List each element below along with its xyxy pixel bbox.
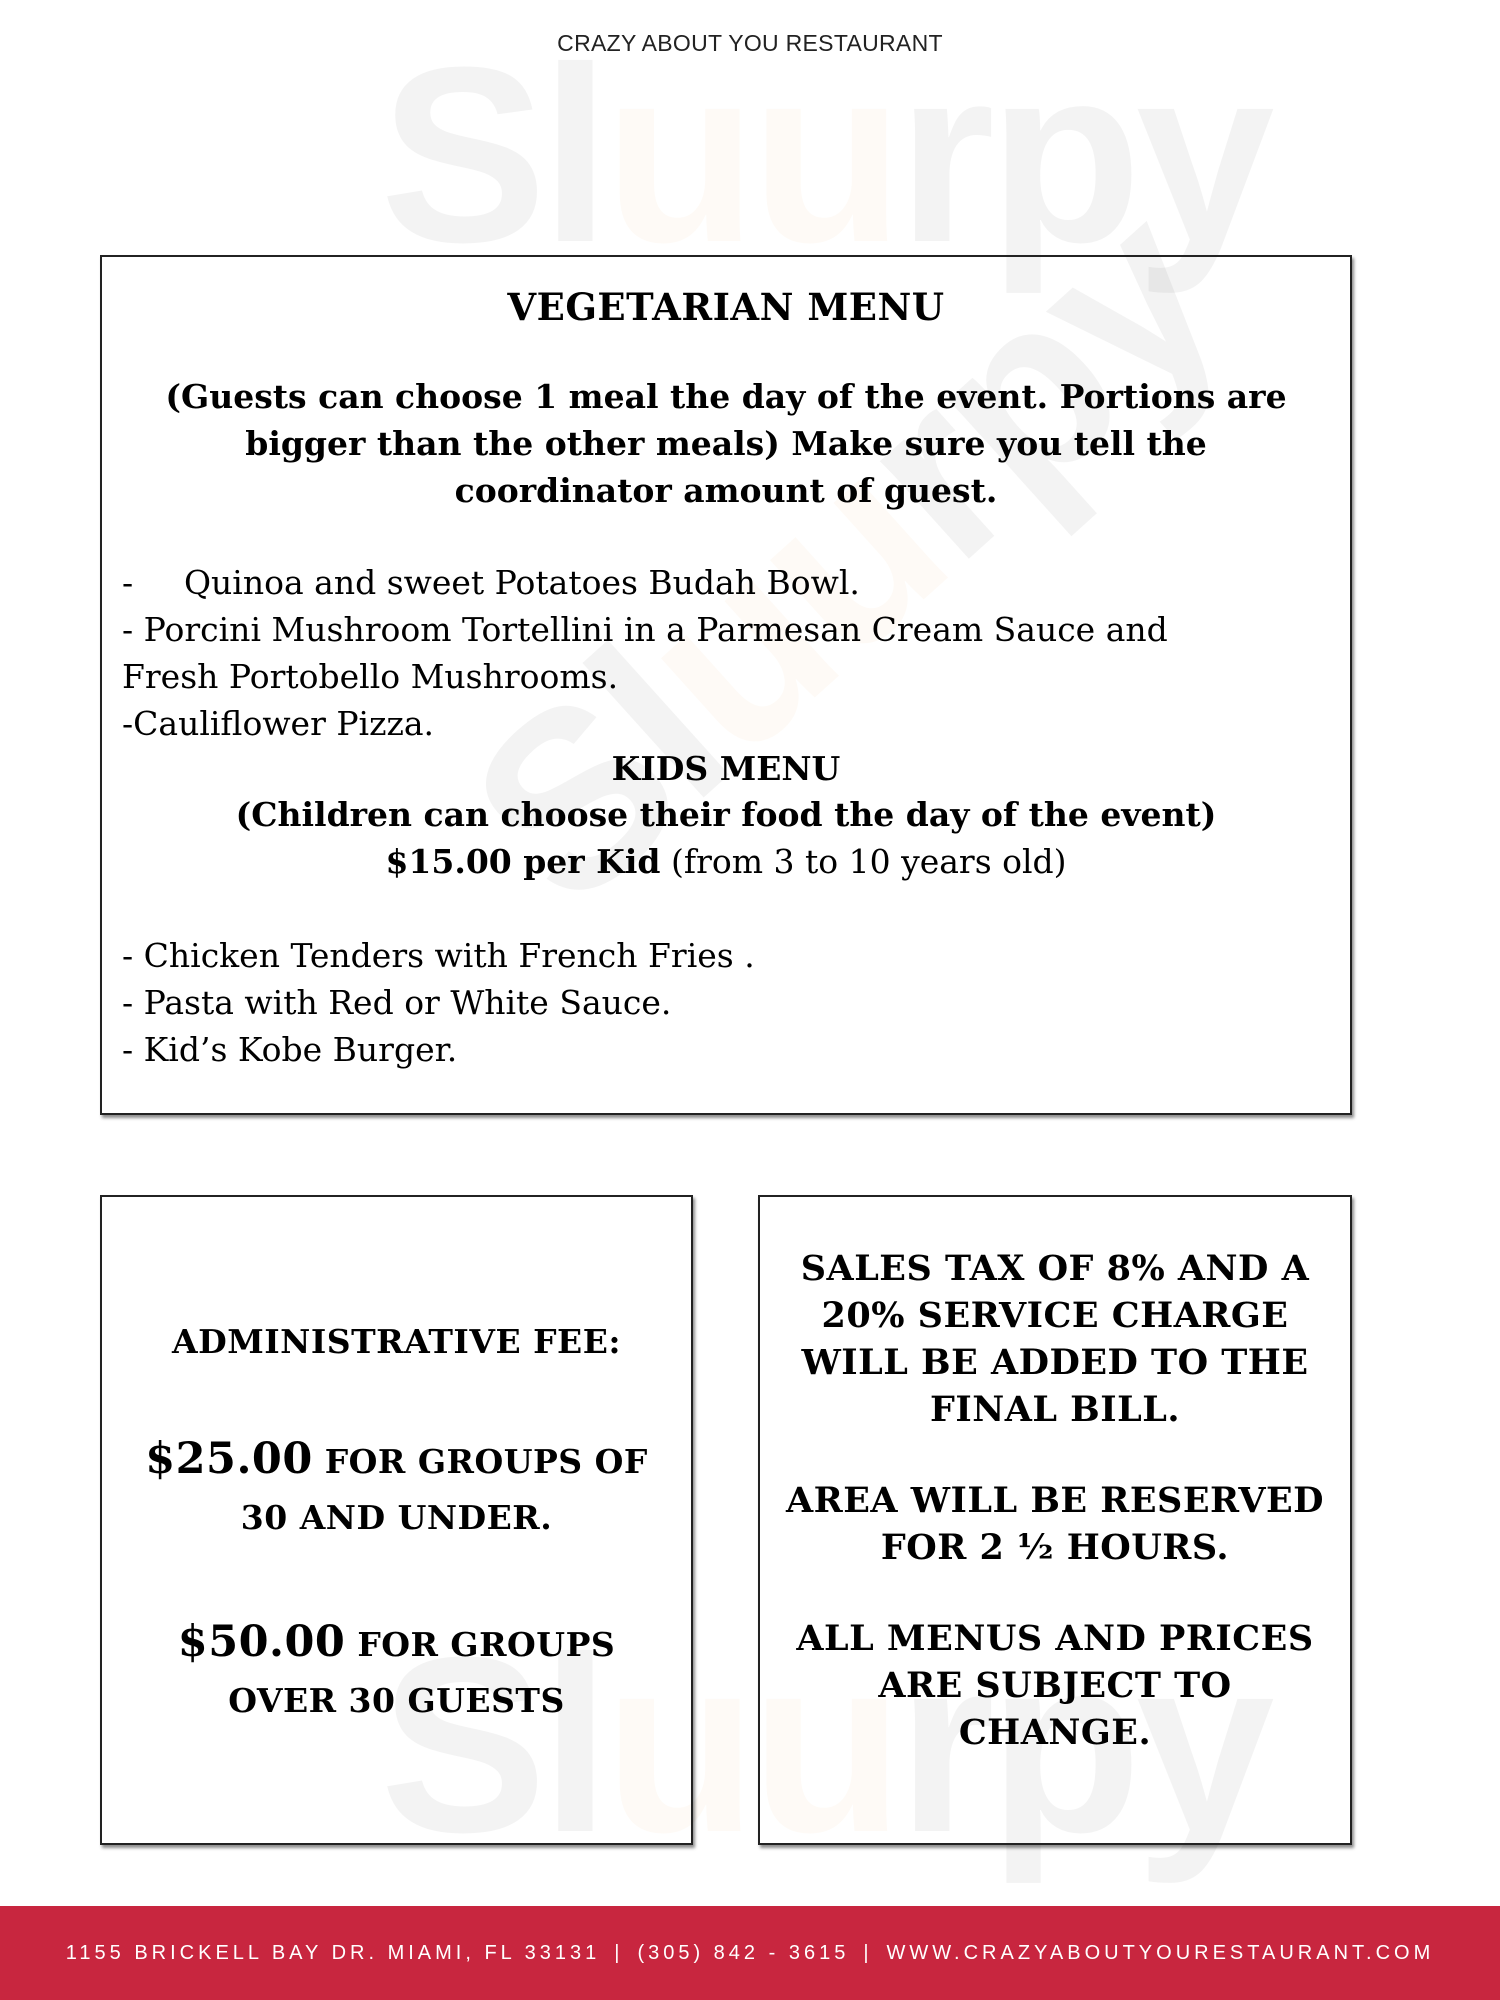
vegetarian-menu-title: VEGETARIAN MENU [507,285,945,329]
terms-box [758,1195,1352,1845]
footer-address: 1155 BRICKELL BAY DR. MIAMI, FL 33131 [65,1941,601,1964]
list-item: - Chicken Tenders with French Fries . [122,936,755,975]
fee-small-groups: $25.00 FOR GROUPS OF 30 AND UNDER. [145,1434,648,1537]
list-item: - Porcini Mushroom Tortellini in a Parmesan Cream Sauce and [122,610,1168,649]
vegetarian-menu-box [100,255,1352,1115]
kids-menu-title: KIDS MENU [611,749,841,788]
restaurant-name: CRAZY ABOUT YOU RESTAURANT [557,30,943,56]
footer-website[interactable]: WWW.CRAZYABOUTYOURESTAURANT.COM [886,1941,1435,1964]
kids-menu-note: (Children can choose their food the day of the event) [235,795,1217,834]
list-item: -Cauliflower Pizza. [122,704,435,743]
reservation-note: AREA WILL BE RESERVED FOR 2 ½ HOURS. [785,1480,1325,1568]
footer-separator: | [614,1941,624,1964]
vegetarian-menu-note: (Guests can choose 1 meal the day of the event. Portions are bigger than the other meals) Make sure you tell the coordinator amount of guest. [165,377,1287,510]
list-item: - Kid’s Kobe Burger. [122,1030,458,1069]
price-change-note: ALL MENUS AND PRICES ARE SUBJECT TO CHANGE. [796,1618,1314,1753]
list-item: - Quinoa and sweet Potatoes Budah Bowl. [122,563,860,602]
kids-menu-price: $15.00 per Kid (from 3 to 10 years old) [385,842,1067,881]
admin-fee-box [100,1195,693,1845]
fee-large-groups: $50.00 FOR GROUPS OVER 30 GUESTS [177,1617,616,1720]
list-item: - Pasta with Red or White Sauce. [122,983,672,1022]
sales-tax-note: SALES TAX OF 8% AND A 20% SERVICE CHARGE WILL BE ADDED TO THE FINAL BILL. [800,1248,1310,1430]
admin-fee-heading: ADMINISTRATIVE FEE: [171,1322,622,1361]
footer-separator: | [863,1941,873,1964]
footer-bar [0,1906,1500,2000]
footer-phone: (305) 842 - 3615 [637,1941,850,1964]
list-item: Fresh Portobello Mushrooms. [122,657,619,696]
